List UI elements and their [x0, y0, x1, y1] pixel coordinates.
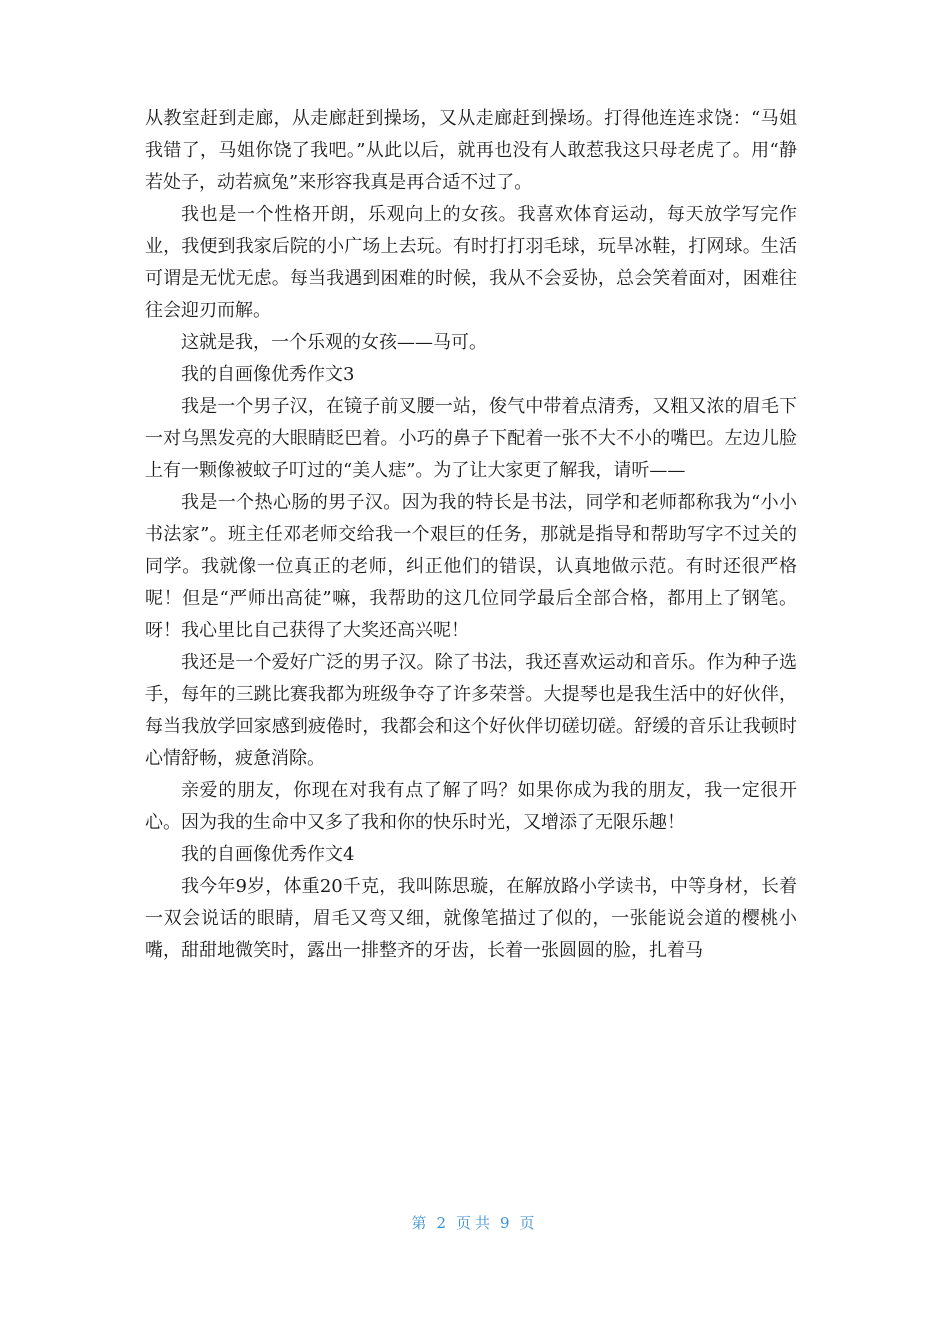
footer-prefix: 第 — [411, 1214, 431, 1232]
footer-total-pages: 9 — [500, 1214, 514, 1232]
document-body — [145, 103, 797, 967]
section-heading-3: 我的自画像优秀作文3 — [181, 364, 355, 385]
footer-suffix: 页 — [519, 1214, 539, 1232]
paragraph-1: 从教室赶到走廊，从走廊赶到操场，又从走廊赶到操场。打得他连连求饶：“马姐我错了，马姐你饶了我吧。”从此以后，就再也没有人敢惹我这只母老虎了。用“静若处子，动若疯兔”来形容我真是再合适不过了。 — [145, 108, 797, 193]
paragraph-2: 我也是一个性格开朗，乐观向上的女孩。我喜欢体育运动，每天放学写完作业，我便到我家后院的小广场上去玩。有时打打羽毛球，玩旱冰鞋，打网球。生活可谓是无忧无虑。每当我遇到困难的时候，我从不会妥协，总会笑着面对，困难往往会迎刃而解。 — [145, 204, 797, 321]
paragraph-4: 我是一个男子汉，在镜子前叉腰一站，俊气中带着点清秀，又粗又浓的眉毛下一对乌黑发亮的大眼睛眨巴着。小巧的鼻子下配着一张不大不小的嘴巴。左边儿脸上有一颗像被蚊子叮过的“美人痣”。为了让大家更了解我，请听—— — [145, 396, 797, 481]
paragraph-6: 我还是一个爱好广泛的男子汉。除了书法，我还喜欢运动和音乐。作为种子选手，每年的三跳比赛我都为班级争夺了许多荣誉。大提琴也是我生活中的好伙伴，每当我放学回家感到疲倦时，我都会和这个好伙伴切磋切磋。舒缓的音乐让我顿时心情舒畅，疲惫消除。 — [145, 652, 797, 769]
paragraph-8: 我今年9岁，体重20千克，我叫陈思璇，在解放路小学读书，中等身材，长着一双会说话的眼睛，眉毛又弯又细，就像笔描过了似的，一张能说会道的樱桃小嘴，甜甜地微笑时，露出一排整齐的牙齿，长着一张圆圆的脸，扎着马 — [145, 876, 797, 961]
paragraph-7: 亲爱的朋友，你现在对我有点了解了吗？如果你成为我的朋友，我一定很开心。因为我的生命中又多了我和你的快乐时光，又增添了无限乐趣！ — [145, 780, 797, 833]
paragraph-3: 这就是我，一个乐观的女孩——马可。 — [181, 332, 487, 353]
paragraph-5: 我是一个热心肠的男子汉。因为我的特长是书法，同学和老师都称我为“小小书法家”。班主任邓老师交给我一个艰巨的任务，那就是指导和帮助写字不过关的同学。我就像一位真正的老师，纠正他们的错误，认真地做示范。有时还很严格呢！但是“严师出高徒”嘛，我帮助的这几位同学最后全部合格，都用上了钢笔。呀！我心里比自己获得了大奖还高兴呢！ — [145, 492, 797, 641]
footer-page-number: 2 — [436, 1214, 450, 1232]
footer-middle: 页共 — [455, 1214, 494, 1232]
section-heading-4: 我的自画像优秀作文4 — [181, 844, 355, 865]
page-footer — [0, 1212, 950, 1233]
